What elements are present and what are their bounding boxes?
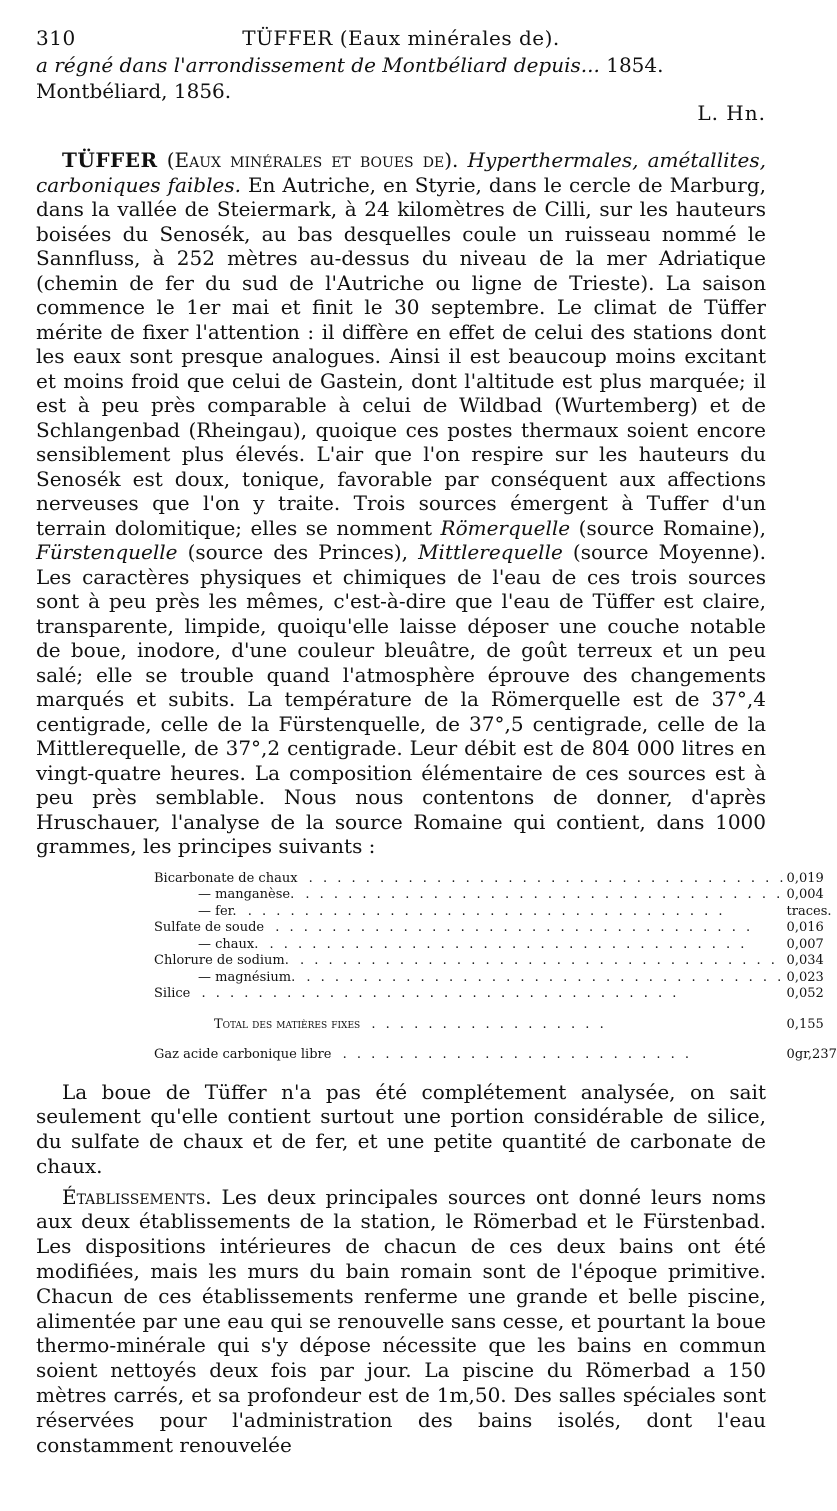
substance-value: 0,016 <box>786 920 824 935</box>
section-label: Établissements. <box>62 1184 212 1209</box>
article-body-2: Les caractères physiques et chimiques de l'eau de ces trois sources sont à peu près les mêmes, c'est-à-dire que l'eau de Tüffer est claire, transparente, limpide, quoiqu'elle laisse déposer une couche notable de boue, inodore, d'une couleur bleuâtre, de goût terreux et un peu salé; elle se trouble quand l'atmosphère éprouve des changements marqués et subits. La température de la Römerquelle est de 37°,4 centigrade, celle de la Fürstenquelle, de 37°,5 centigrade, celle de la Mittlerequelle, de 37°,2 centigrade. Leur débit est de 804 000 litres en vingt-quatre heures. La composition élémentaire de ces sources est à peu près semblable. Nous nous contentons de donner, d'après Hruschauer, l'analyse de la source Romaine qui contient, dans 1000 grammes, les principes suivants : <box>36 564 766 858</box>
headword-subtitle: (Eaux minérales et boues de). <box>157 148 468 172</box>
page-number: 310 <box>36 26 76 50</box>
section-text: Les deux principales sources ont donné leurs noms aux deux établissements de la station, le Römerbad et le Fürstenbad. Les dispositions intérieures de chacun de ces deux bains ont été modifiées, mais les murs du bain romain sont de l'époque primitive. Chacun de ces établissements renferme une grande et belle piscine, alimentée par une eau qui se renouvelle sans cesse, et pourtant la boue thermo-minérale qui s'y dépose nécessite que les bains en commun soient nettoyés deux fois par jour. La piscine du Römerbad a 150 mètres carrés, et sa profondeur est de 1m,50. Des salles spéciales sont réservées pour l'administration des bains isolés, dont l'eau constamment renouvelée <box>36 1184 766 1457</box>
substance-value: 0,034 <box>786 953 824 968</box>
source-name-1: Römerquelle <box>440 515 571 540</box>
gas-label: Gaz acide carbonique libre <box>154 1047 335 1062</box>
continuation-publication: 1854. Montbéliard, 1856. <box>36 53 664 103</box>
substance-value: 0,007 <box>786 936 824 952</box>
running-head <box>36 22 766 50</box>
author-signature: L. Hn. <box>697 101 766 125</box>
substance-value: 0,019 <box>786 870 824 886</box>
substance-name: Chlorure de sodium. <box>154 953 293 968</box>
substance-value: 0,052 <box>786 986 824 1001</box>
article-body: En Autriche, en Styrie, dans le cercle de Marburg, dans la vallée de Steiermark, à 24 kilomètres de Cilli, sur les hauteurs boisées du Senosék, au bas desquelles coule un ruisseau nommé le Sannfluss, à 252 mètres au-dessus du niveau de la mer Adriatique (chemin de fer du sud de l'Autriche ou ligne de Trieste). La saison commence le 1er mai et finit le 30 septembre. Le climat de Tüffer mérite de fixer l'attention : il diffère en effet de celui des stations dont les eaux sont presque analogues. Ainsi il est beaucoup moins excitant et moins froid que celui de Gastein, dont l'altitude est plus marquée; il est à peu près comparable à celui de Wildbad (Wurtemberg) et de Schlangenbad (Rheingau), quoique ces postes thermaux soient encore sensiblement plus élevés. L'air que l'on respire sur les hauteurs du Senosék est doux, tonique, favorable par conséquent aux affections nerveuses que l'on y traite. Trois sources émergent à Tuffer d'un terrain dolomitique; elles se nomment <box>36 172 766 540</box>
continuation-text <box>36 52 766 104</box>
paragraph-etablissements <box>36 1185 766 1458</box>
source-gloss-1: (source Romaine), <box>570 515 767 540</box>
analysis-table <box>154 871 837 1064</box>
gas-value: 0gr,237 <box>786 1047 837 1062</box>
analysis-row: Bicarbonate de chaux . . . . . . . . . . . . . . . . . . . . . . . . . . . . . . . . . . 0,019 <box>154 871 837 888</box>
running-title: TÜFFER (Eaux minérales de). <box>242 26 560 50</box>
total-label: Total des matières fixes <box>154 1017 364 1032</box>
substance-name: — manganèse. <box>154 887 298 902</box>
total-row: Total des matières fixes . . . . . . . . . . . . . . . . . 0,155 <box>154 1017 837 1034</box>
substance-name: Silice <box>154 986 194 1001</box>
analysis-row: — fer. . . . . . . . . . . . . . . . . . . . . . . . . . . . . . . . . . . traces. <box>154 904 837 921</box>
analysis-row: Chlorure de sodium. . . . . . . . . . . . . . . . . . . . . . . . . . . . . . . . . . . 0,034 <box>154 953 837 970</box>
source-name-3: Mittlerequelle <box>418 540 563 564</box>
classification: Hyperthermales, amétallites, carboniques faibles. <box>36 148 766 197</box>
total-value: 0,155 <box>786 1016 824 1032</box>
article-headword: TÜFFER <box>62 148 158 172</box>
source-gloss-3: (source Moyenne). <box>562 540 766 564</box>
substance-name: Sulfate de soude <box>154 920 268 935</box>
substance-name: — fer. <box>154 904 241 919</box>
gas-row: Gaz acide carbonique libre . . . . . . . . . . . . . . . . . . . . . . . . . 0gr,237 <box>154 1047 837 1062</box>
substance-name: — magnésium. <box>154 970 299 985</box>
substance-value: traces. <box>786 903 832 919</box>
paragraph-boue: La boue de Tüffer n'a pas été complétement analysée, on sait seulement qu'elle contient surtout une portion considérable de silice, du sulfate de chaux et de fer, et une petite quantité de carbonate de chaux. <box>36 1079 766 1178</box>
source-gloss-2: (source des Princes), <box>177 540 419 564</box>
substance-value: 0,023 <box>786 969 824 985</box>
analysis-row: — chaux. . . . . . . . . . . . . . . . . . . . . . . . . . . . . . . . . . . 0,007 <box>154 937 837 954</box>
analysis-row: Sulfate de soude . . . . . . . . . . . . . . . . . . . . . . . . . . . . . . . . . . 0,016 <box>154 920 837 937</box>
substance-value: 0,004 <box>786 887 824 902</box>
substance-name: Bicarbonate de chaux <box>154 871 302 886</box>
continuation-italic: a régné dans l'arrondissement de Montbéliard depuis... <box>36 53 607 77</box>
analysis-row: — magnésium. . . . . . . . . . . . . . . . . . . . . . . . . . . . . . . . . . . 0,023 <box>154 970 837 987</box>
substance-name: — chaux. <box>154 937 262 952</box>
page <box>36 22 837 1457</box>
analysis-row: — manganèse. . . . . . . . . . . . . . . . . . . . . . . . . . . . . . . . . . . 0,004 <box>154 887 837 904</box>
article-paragraph <box>36 148 766 859</box>
source-name-2: Fürstenquelle <box>36 540 178 564</box>
analysis-row: Silice . . . . . . . . . . . . . . . . . . . . . . . . . . . . . . . . . . 0,052 <box>154 986 837 1003</box>
